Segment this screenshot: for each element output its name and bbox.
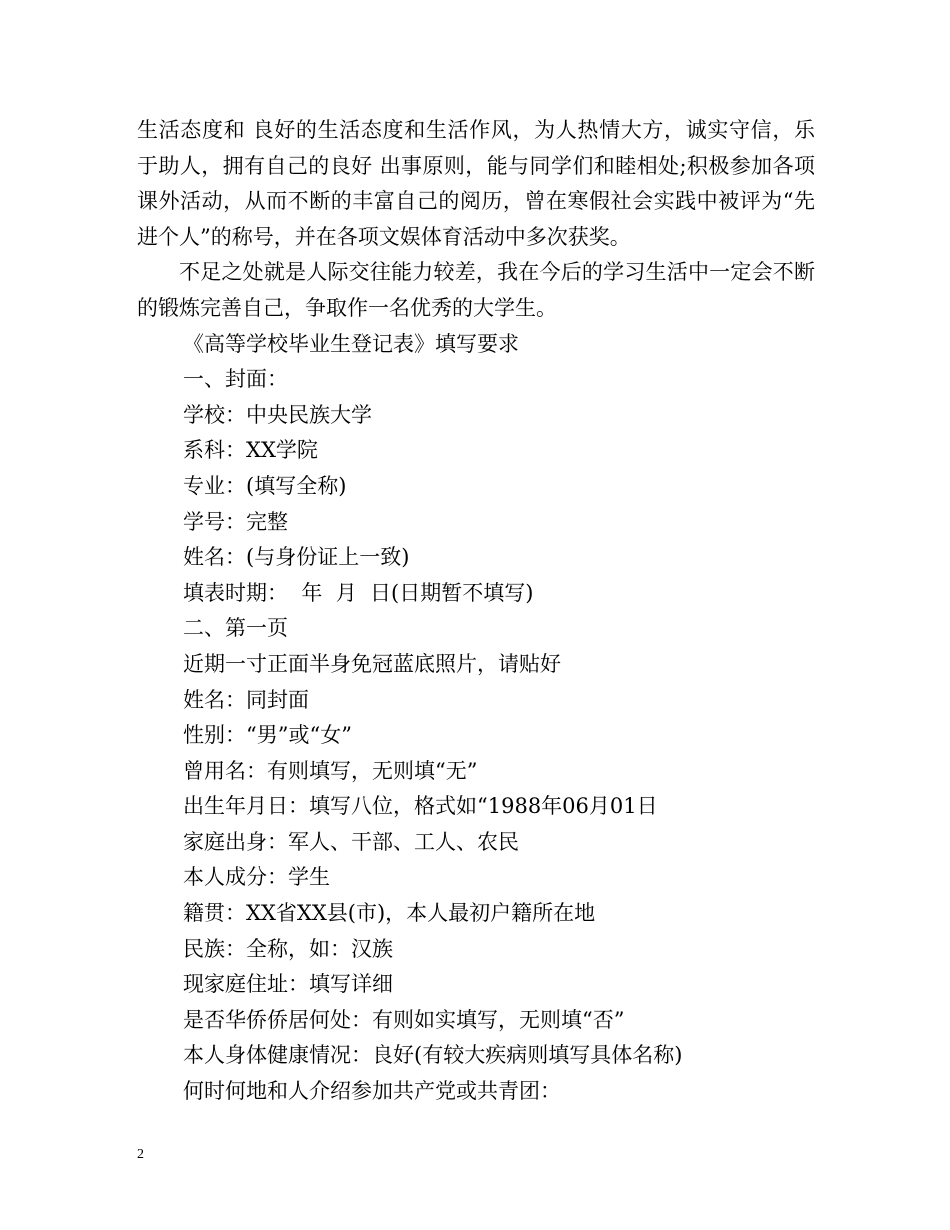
- paragraph-self-evaluation: 生活态度和 良好的生活态度和生活作风，为人热情大方，诚实守信，乐于助人，拥有自己的良好 出事原则，能与同学们和睦相处;积极参加各项课外活动，从而不断的丰富自己的阅历，曾在寒假社会实践中被评为“先进个人”的称号，并在各项文娱体育活动中多次获奖。: [137, 118, 815, 249]
- list-item: 何时何地和人介绍参加共产党或共青团：: [183, 1079, 561, 1104]
- list-item: 籍贯：XX省XX县(市)，本人最初户籍所在地: [183, 901, 596, 926]
- list-item: 填表时期： 年 月 日(日期暂不填写): [183, 580, 534, 605]
- list-item: 出生年月日：填写八位，格式如“1988年06月01日: [183, 794, 658, 819]
- list-item: 曾用名：有则填写，无则填“无”: [183, 758, 478, 783]
- list-item: 本人成分：学生: [183, 865, 330, 890]
- list-item: 家庭出身：军人、干部、工人、农民: [183, 829, 519, 854]
- list-item: 学号：完整: [183, 509, 288, 534]
- list-item: 近期一寸正面半身免冠蓝底照片，请贴好: [183, 651, 561, 676]
- list-item: 学校：中央民族大学: [183, 402, 372, 427]
- list-item: 民族：全称，如：汉族: [183, 936, 393, 961]
- list-item: 专业：(填写全称): [183, 473, 347, 498]
- list-item: 是否华侨侨居何处：有则如实填写，无则填“否”: [183, 1007, 625, 1032]
- form-requirements-heading: 《高等学校毕业生登记表》填写要求: [183, 331, 519, 356]
- section-heading-cover: 一、封面：: [183, 367, 288, 392]
- document-body: [137, 113, 815, 1110]
- list-item: 现家庭住址：填写详细: [183, 972, 393, 997]
- list-item: 姓名：同封面: [183, 687, 309, 712]
- paragraph-shortcomings: 不足之处就是人际交往能力较差，我在今后的学习生活中一定会不断的锻炼完善自己，争取作一名优秀的大学生。: [137, 260, 815, 320]
- page-number: 2: [137, 1147, 144, 1162]
- list-item: 姓名：(与身份证上一致): [183, 545, 410, 570]
- list-item: 系科：XX学院: [183, 438, 318, 463]
- list-item: 性别：“男”或“女”: [183, 723, 352, 748]
- section-heading-first-page: 二、第一页: [183, 616, 288, 641]
- list-item: 本人身体健康情况：良好(有较大疾病则填写具体名称): [183, 1043, 683, 1068]
